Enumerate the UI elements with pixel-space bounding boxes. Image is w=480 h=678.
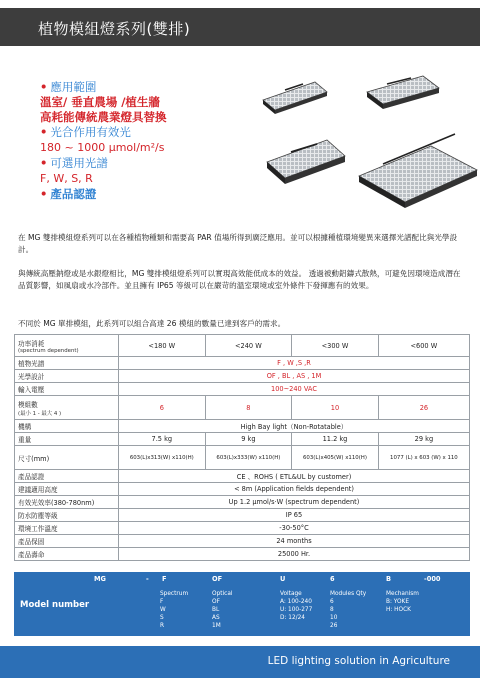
table-row	[15, 535, 470, 548]
mechanism-column	[386, 590, 419, 614]
optical-column	[212, 590, 232, 630]
voltage-value: 100~240 VAC	[119, 383, 470, 396]
feature-list	[40, 80, 250, 202]
table-row	[15, 496, 470, 509]
product-images	[255, 70, 480, 210]
model-code-segment: B	[386, 575, 392, 583]
legend-line: U: 100-277	[280, 607, 313, 613]
spec-label-height: 建議適用高度	[15, 483, 119, 496]
legend-line: D: 12/24	[280, 615, 305, 621]
modules-value: 26	[378, 396, 469, 420]
lifetime-value: 25000 Hr.	[119, 548, 470, 561]
legend-line: AS	[212, 615, 220, 621]
spec-label-weight: 重量	[15, 433, 119, 446]
model-code-segment: MG	[94, 575, 106, 583]
fixture-value: High Bay light（Non-Rotatable）	[119, 420, 470, 433]
legend-line: Optical	[212, 591, 233, 597]
product-image-26-module	[359, 134, 477, 208]
footer-bar	[0, 646, 480, 678]
table-row	[15, 483, 470, 496]
feature-efficiency-value: 180 ~ 1000 μmol/m²/s	[40, 141, 165, 154]
legend-line: Mechanism	[386, 591, 419, 597]
spec-label-certification: 產品認證	[15, 470, 119, 483]
spec-table	[14, 334, 470, 561]
temperature-value: -30-50°C	[119, 522, 470, 535]
modules-value: 6	[119, 396, 206, 420]
legend-line: B: YOKE	[386, 599, 410, 605]
table-row	[15, 509, 470, 522]
spec-label-efficacy: 有效光效率(380-780nm)	[15, 496, 119, 509]
feature-heading-application	[40, 80, 250, 95]
feature-heading-text: 應用範圍	[50, 80, 97, 94]
spec-label-size: 尺寸(mm)	[15, 446, 119, 470]
height-value: < 8m (Application fields dependent)	[119, 483, 470, 496]
bullet-dot: •	[40, 125, 48, 139]
table-row	[15, 548, 470, 561]
power-value: <240 W	[205, 335, 292, 357]
legend-line: W	[160, 607, 166, 613]
efficacy-value: Up 1.2 μmol/s·W (spectrum dependent)	[119, 496, 470, 509]
spec-label-fixture: 機構	[15, 420, 119, 433]
table-row	[15, 396, 470, 420]
table-row	[15, 433, 470, 446]
spec-label-modules: 模組數 (最小 1 - 最大 4 )	[15, 396, 119, 420]
feature-heading-text: 可選用光譜	[50, 156, 108, 170]
size-value: 603(L)x333(W) x110(H)	[205, 446, 292, 470]
table-row	[15, 420, 470, 433]
model-number-panel	[14, 572, 470, 636]
size-value: 1077 (L) x 603 (W) x 110	[378, 446, 469, 470]
spectrum-column	[160, 590, 188, 630]
feature-spectrum-value: F, W, S, R	[40, 172, 93, 185]
legend-line: F	[160, 599, 164, 605]
legend-line: 6	[330, 599, 334, 605]
legend-line: OF	[212, 599, 220, 605]
modules-value: 10	[292, 396, 379, 420]
weight-value: 29 kg	[378, 433, 469, 446]
table-row	[15, 370, 470, 383]
spec-label-ip-rating: 防水防塵等級	[15, 509, 119, 522]
table-row	[15, 522, 470, 535]
model-number-label: Model number	[20, 600, 90, 610]
spec-label-temperature: 環境工作溫度	[15, 522, 119, 535]
bullet-dot: •	[40, 80, 48, 94]
legend-line: 1M	[212, 623, 221, 629]
bullet-dot: •	[40, 156, 48, 170]
size-value: 603(L)x313(W) x110(H)	[119, 446, 206, 470]
model-code-segment: 6	[330, 575, 335, 583]
certification-value: CE 、ROHS ( ETL&UL by customer)	[119, 470, 470, 483]
voltage-column	[280, 590, 312, 622]
spec-label-spectrum: 植物光譜	[15, 357, 119, 370]
feature-heading-text: 光合作用有效光	[50, 125, 131, 139]
legend-line: Voltage	[280, 591, 302, 597]
power-value: <180 W	[119, 335, 206, 357]
legend-line: A: 100-240	[280, 599, 312, 605]
weight-value: 11.2 kg	[292, 433, 379, 446]
power-value: <300 W	[292, 335, 379, 357]
intro-paragraph-2: 與傳統高壓鈉燈或是水銀燈相比，MG 雙排模組燈系列可以實現高效能低成本的效益。 透過被動鋁鑄式散熱，可避免因環境造成潛在品質影響，如風扇或水冷部件。並且擁有 IP65 等級可以在嚴苛的溫室環境或室外條件下發揮應有的效果。	[18, 269, 461, 290]
intro-paragraph-3: 不同於 MG 單排模組，此系列可以組合高達 26 模組的數量已達到客戶的需求。	[18, 319, 286, 328]
feature-application-line1: 溫室/ 垂直農場 /植生牆	[40, 95, 160, 109]
bullet-dot: •	[40, 187, 48, 201]
table-row	[15, 383, 470, 396]
legend-line: H: HOCK	[386, 607, 411, 613]
intro-paragraph-1: 在 MG 雙排模組燈系列可以在各種植物種類和需要高 PAR 值場所得到廣泛應用。並可以根據種植環境變異來選擇光譜配比與光學設計。	[18, 233, 458, 254]
spec-label-voltage: 輸入電壓	[15, 383, 119, 396]
product-image-2-module	[263, 82, 327, 114]
modules-value: 8	[205, 396, 292, 420]
model-code-segment: -	[146, 575, 149, 583]
legend-line: R	[160, 623, 165, 629]
legend-line: Modules Qty	[330, 591, 367, 597]
optics-value: OF , BL , AS , 1M	[119, 370, 470, 383]
feature-heading-efficiency	[40, 125, 250, 140]
power-value: <600 W	[378, 335, 469, 357]
legend-line: 26	[330, 623, 338, 629]
feature-heading-certification	[40, 187, 250, 202]
footer-tagline: LED lighting solution in Agriculture	[267, 655, 450, 667]
title-bar	[0, 8, 480, 46]
warranty-value: 24 months	[119, 535, 470, 548]
spec-label-lifetime: 產品壽命	[15, 548, 119, 561]
feature-heading-text: 產品認證	[50, 187, 97, 201]
legend-line: BL	[212, 607, 220, 613]
legend-line: 8	[330, 607, 334, 613]
table-row	[15, 470, 470, 483]
table-row	[15, 357, 470, 370]
spec-label-optics: 光學設計	[15, 370, 119, 383]
product-image-3-module	[367, 76, 439, 109]
legend-line: 10	[330, 615, 338, 621]
ip-rating-value: IP 65	[119, 509, 470, 522]
table-row	[15, 446, 470, 470]
weight-value: 9 kg	[205, 433, 292, 446]
legend-line: S	[160, 615, 164, 621]
weight-value: 7.5 kg	[119, 433, 206, 446]
page-title: 植物模組燈系列(雙排)	[38, 20, 191, 38]
spec-label-warranty: 產品保固	[15, 535, 119, 548]
model-code-segment: U	[280, 575, 286, 583]
size-value: 603(L)x405(W) x110(H)	[292, 446, 379, 470]
model-code-segment: -000	[424, 575, 441, 583]
legend-line: Spectrum	[160, 591, 189, 597]
spectrum-value: F , W ,S ,R	[119, 357, 470, 370]
model-code-row	[14, 575, 470, 585]
modules-column	[330, 590, 366, 630]
table-row	[15, 335, 470, 357]
feature-application-line2: 高耗能傳統農業燈具替換	[40, 110, 167, 124]
spec-label-power: 功率消耗 (spectrum dependent)	[15, 335, 119, 357]
model-code-segment: OF	[212, 575, 223, 583]
model-code-segment: F	[162, 575, 167, 583]
feature-heading-spectrum	[40, 156, 250, 171]
product-image-4-module	[267, 140, 345, 184]
